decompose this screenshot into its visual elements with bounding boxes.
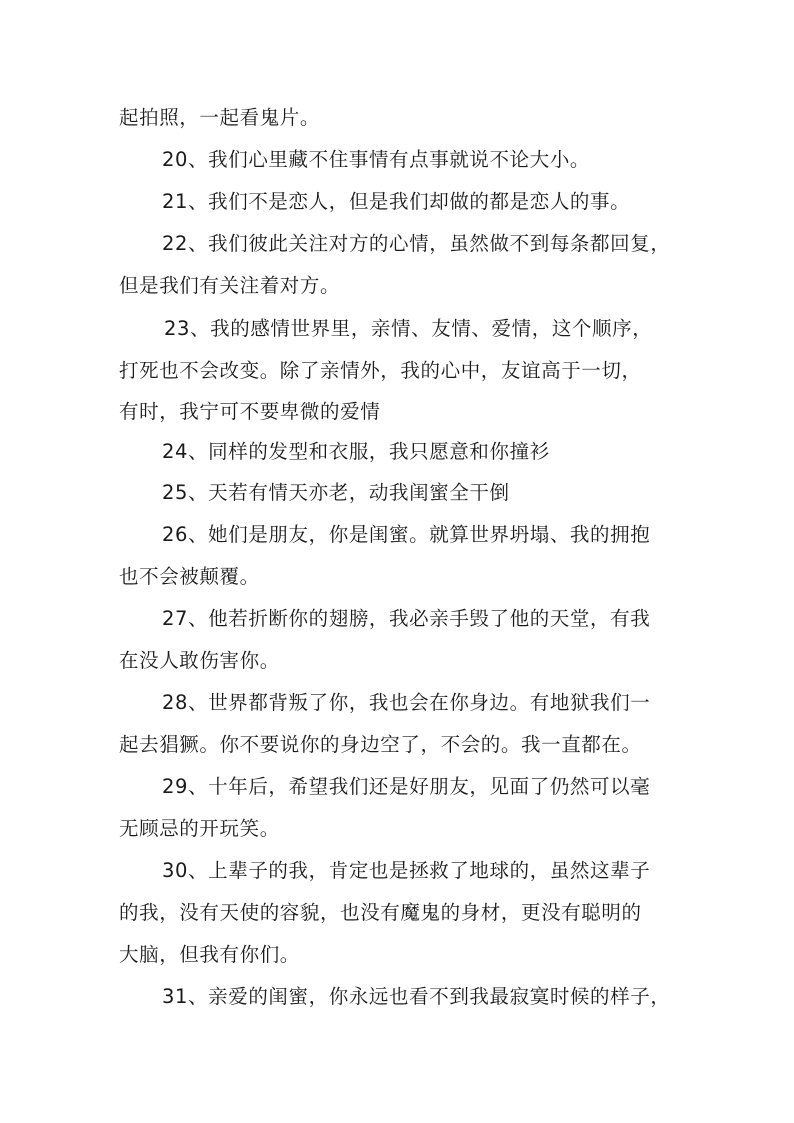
text-line: 大脑，但我有你们。 (119, 943, 300, 966)
text-line: 27、他若折断你的翅膀，我必亲手毁了他的天堂，有我 (162, 607, 651, 630)
text-line: 26、她们是朋友，你是闺蜜。就算世界坍塌、我的拥抱 (162, 523, 651, 546)
text-line: 也不会被颠覆。 (119, 565, 260, 588)
text-line: 29、十年后，希望我们还是好朋友，见面了仍然可以毫 (162, 775, 651, 798)
text-line: 23、我的感情世界里，亲情、友情、爱情，这个顺序， (164, 317, 653, 340)
text-line: 25、天若有情天亦老，动我闺蜜全干倒 (162, 481, 510, 504)
text-line: 30、上辈子的我，肯定也是拯救了地球的，虽然这辈子 (162, 859, 651, 882)
text-line: 20、我们心里藏不住事情有点事就说不论大小。 (162, 148, 591, 171)
text-line: 31、亲爱的闺蜜，你永远也看不到我最寂寞时候的样子， (162, 985, 671, 1008)
text-line: 在没人敢伤害你。 (119, 649, 280, 672)
text-line: 28、世界都背叛了你，我也会在你身边。有地狱我们一 (162, 691, 651, 714)
text-line: 起去猖獗。你不要说你的身边空了，不会的。我一直都在。 (119, 733, 642, 756)
text-line: 无顾忌的开玩笑。 (119, 817, 280, 840)
text-line: 24、同样的发型和衣服，我只愿意和你撞衫 (162, 440, 550, 463)
text-line: 有时，我宁可不要卑微的爱情 (119, 400, 381, 423)
text-line: 起拍照，一起看鬼片。 (119, 106, 321, 129)
text-line: 的我，没有天使的容貌，也没有魔鬼的身材，更没有聪明的 (119, 901, 642, 924)
text-line: 21、我们不是恋人，但是我们却做的都是恋人的事。 (162, 190, 631, 213)
text-line: 但是我们有关注着对方。 (119, 274, 341, 297)
text-line: 打死也不会改变。除了亲情外，我的心中，友谊高于一切， (119, 359, 642, 382)
text-line: 22、我们彼此关注对方的心情，虽然做不到每条都回复， (162, 232, 671, 255)
